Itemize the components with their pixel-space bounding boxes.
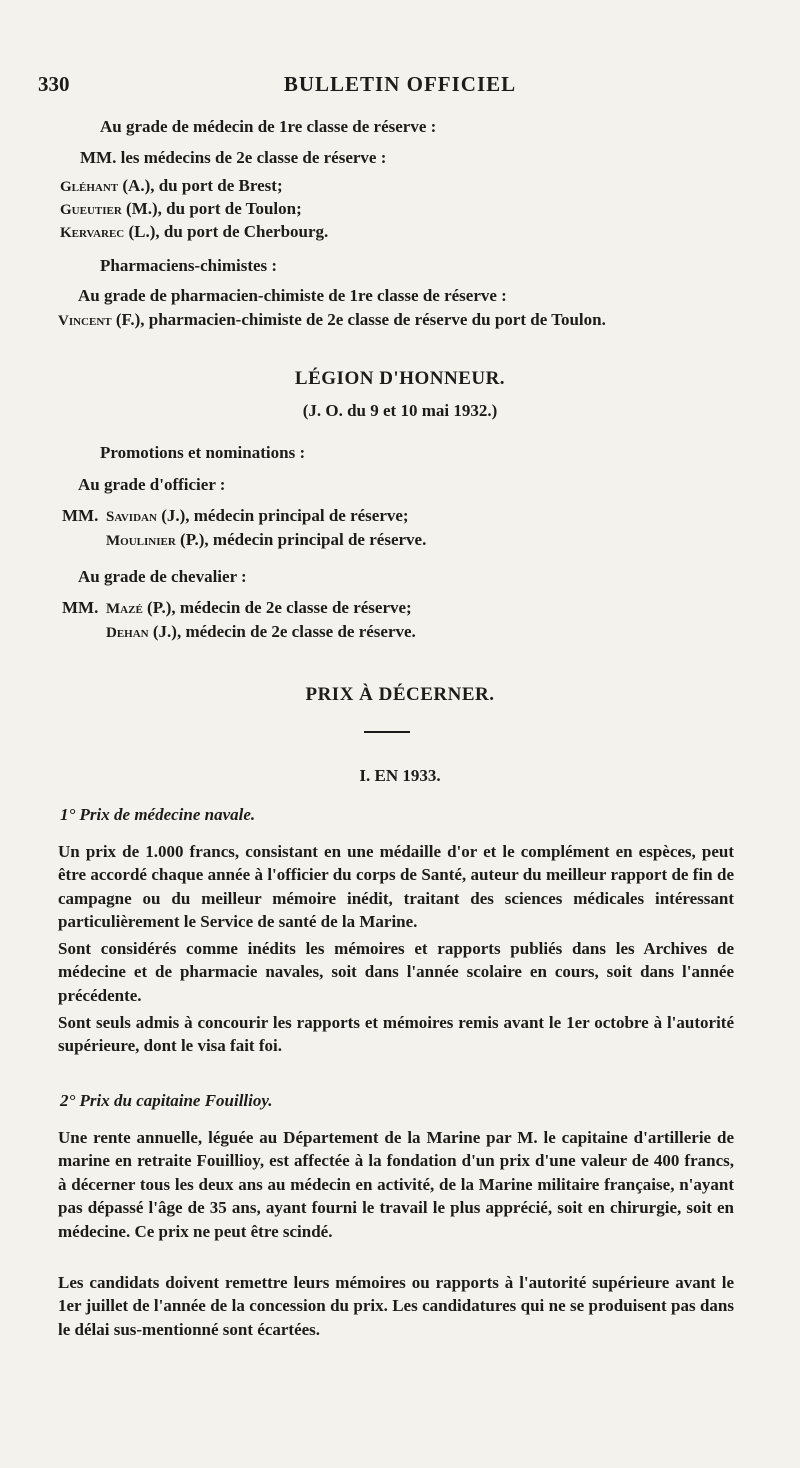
legion-source: (J. O. du 9 et 10 mai 1932.) bbox=[302, 401, 498, 420]
prix1-paragraph-2: Sont considérés comme inédits les mémoires et rapports publiés dans les Archives de médecine et de pharmacie navales, soit dans l'année scolaire en cours, soit dans l'année précédente. bbox=[58, 939, 734, 1005]
officier-entry bbox=[106, 529, 426, 552]
entry-text: (P.), médecin principal de réserve. bbox=[175, 530, 427, 549]
entry-text: (J.), médecin principal de réserve; bbox=[156, 506, 409, 525]
person-name: Kervarec bbox=[60, 225, 125, 241]
mm-intro: MM. les médecins de 2e classe de réserve : bbox=[80, 148, 387, 167]
entry-text: (P.), médecin de 2e classe de réserve; bbox=[142, 598, 412, 617]
pharm-heading: Pharmaciens-chimistes : bbox=[100, 256, 278, 275]
promotions-heading: Promotions et nominations : bbox=[100, 443, 306, 462]
medecin-entry bbox=[60, 175, 283, 198]
chevalier-entry bbox=[106, 621, 416, 644]
prix2-paragraph-2: Les candidats doivent remettre leurs mémoires ou rapports à l'autorité supérieure avant le 1er juillet de l'année de la concession du prix. Les candidatures qui ne se produisent pas dans le délai sus-mentionné sont écartées. bbox=[58, 1273, 734, 1339]
legion-title: LÉGION D'HONNEUR. bbox=[294, 368, 506, 389]
person-name: Vincent bbox=[58, 313, 112, 329]
person-name: Gléhant bbox=[60, 179, 119, 195]
prix1-title: 1° Prix de médecine navale. bbox=[60, 805, 256, 824]
officier-entry bbox=[106, 505, 409, 528]
person-name: Dehan bbox=[106, 625, 149, 641]
person-name: Gueutier bbox=[60, 202, 122, 218]
entry-text: (J.), médecin de 2e classe de réserve. bbox=[148, 622, 416, 641]
page-header bbox=[38, 72, 762, 102]
officier-mm: MM. bbox=[62, 506, 99, 525]
grade-heading-medecin: Au grade de médecin de 1re classe de réserve : bbox=[100, 117, 437, 136]
person-name: Mazé bbox=[106, 601, 143, 617]
prix1-paragraph-3: Sont seuls admis à concourir les rapports et mémoires remis avant le 1er octobre à l'autorité supérieure, dont le visa fait foi. bbox=[58, 1013, 734, 1056]
entry-text: (M.), du port de Toulon; bbox=[121, 199, 302, 218]
medecin-entry bbox=[60, 198, 302, 221]
medecin-entry bbox=[60, 221, 328, 244]
prix-title: PRIX À DÉCERNER. bbox=[305, 684, 495, 705]
pharm-entry bbox=[58, 309, 606, 332]
prix2-paragraph-1: Une rente annuelle, léguée au Département de la Marine par M. le capitaine d'artillerie de marine en retraite Fouillioy, est affectée à la fondation d'un prix d'une valeur de 400 francs, à décerner tous les deux ans au médecin en activité, de la Marine militaire française, n'ayant pas dépassé l'âge de 35 ans, ayant fourni le travail le plus apprécié, soit en chirurgie, soit en médecine. Ce prix ne peut être scindé. bbox=[58, 1128, 734, 1241]
chevalier-heading: Au grade de chevalier : bbox=[78, 567, 247, 586]
pharm-grade: Au grade de pharmacien-chimiste de 1re classe de réserve : bbox=[78, 286, 507, 305]
running-title: BULLETIN OFFICIEL bbox=[283, 72, 517, 96]
person-name: Moulinier bbox=[106, 533, 176, 549]
chevalier-entry bbox=[106, 597, 412, 620]
entry-text: (F.), pharmacien-chimiste de 2e classe de réserve du port de Toulon. bbox=[111, 310, 606, 329]
chevalier-mm: MM. bbox=[62, 598, 99, 617]
entry-text: (L.), du port de Cherbourg. bbox=[124, 222, 329, 241]
prix2-title: 2° Prix du capitaine Fouillioy. bbox=[60, 1091, 273, 1110]
person-name: Savidan bbox=[106, 509, 157, 525]
section-year: I. EN 1933. bbox=[359, 766, 441, 785]
officier-heading: Au grade d'officier : bbox=[78, 475, 226, 494]
entry-text: (A.), du port de Brest; bbox=[118, 176, 283, 195]
prix1-paragraph-1: Un prix de 1.000 francs, consistant en une médaille d'or et le complément en espèces, peut être accordé chaque année à l'officier du corps de Santé, auteur du meilleur rapport de fin de campagne ou du meilleur mémoire inédit, traitant des sciences médicales intéressant particulièrement le Service de santé de la Marine. bbox=[58, 842, 734, 932]
section-divider bbox=[364, 731, 410, 733]
page-number: 330 bbox=[38, 72, 70, 96]
